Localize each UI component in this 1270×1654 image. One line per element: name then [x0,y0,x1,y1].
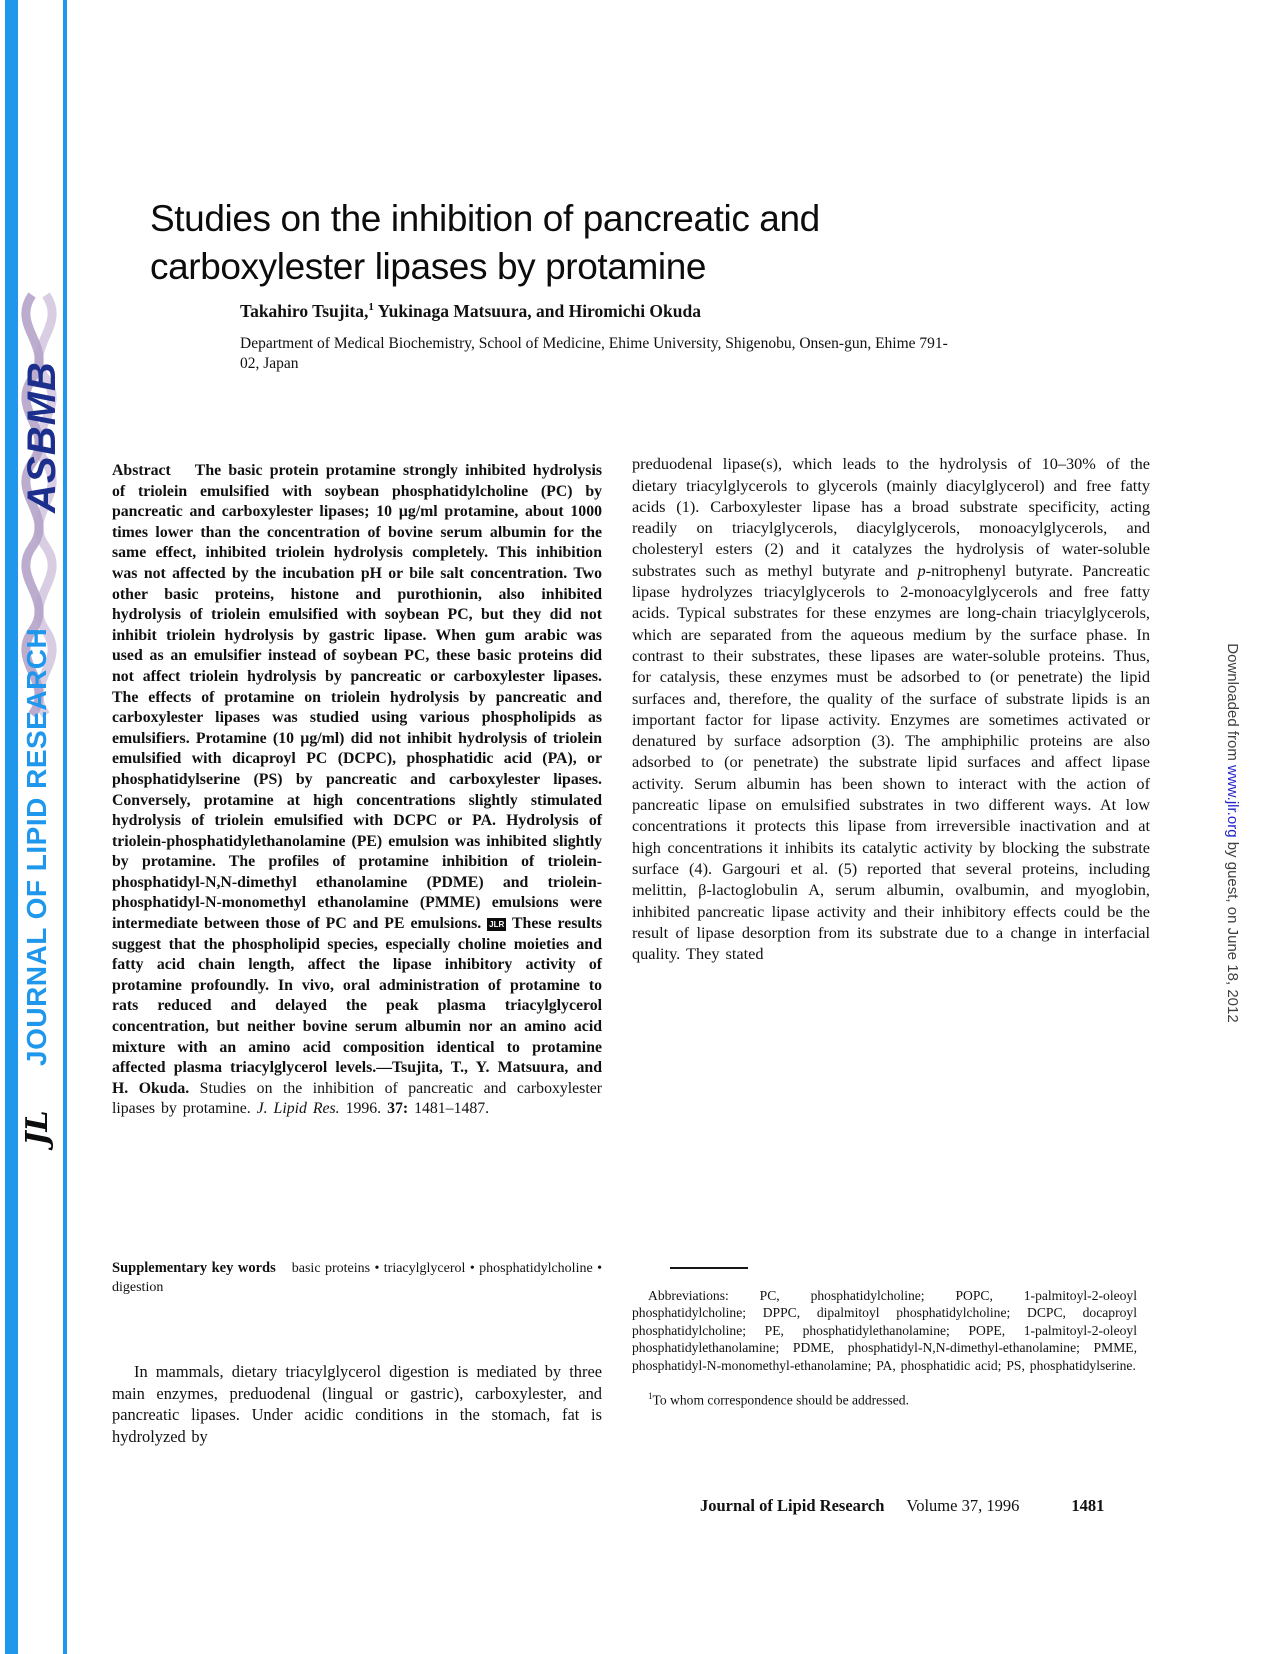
body-paragraph [632,453,1150,964]
citation-journal: J. Lipid Res. [256,1100,340,1118]
download-banner-post: by guest, on June 18, 2012 [1224,837,1241,1023]
body-text-1: preduodenal lipase(s), which leads to the hydrolysis of 10–30% of the dietary triacylglycerols to glycerols (mainly diacylglycerol) and free fatty acids (1). Carboxylester lipase has a broad substrate specificity, acting readily on triacylglycerols, diacylglycerols, monoacylglycerols, and cholesteryl esters (2) and it catalyzes the hydrolysis of water-soluble substrates such as methyl butyrate and [632,454,1150,580]
article-title: Studies on the inhibition of pancreatic and carboxylester lipases by protamine [150,197,820,287]
download-banner-pre: Downloaded from [1224,643,1241,766]
page-footer [700,1496,1104,1516]
footnote-block [632,1267,1137,1422]
citation-authors: Tsujita, T., Y. Matsuura, and H. Okuda. [112,1059,602,1097]
citation-pages: 1481–1487. [408,1100,490,1118]
correspondence-footnote [632,1388,1137,1409]
keywords-label: Supplementary key words [112,1260,276,1276]
journal-vertical-wordmark: JOURNAL OF LIPID RESEARCH [21,627,52,1066]
body-italic-p: p [917,560,926,580]
jlr-org-link[interactable]: www.jlr.org [1224,765,1241,838]
supplementary-keywords [112,1259,602,1297]
intro-paragraph: In mammals, dietary triacylglycerol digestion is mediated by three main enzymes, preduodenal (lingual or gastric), carboxylester, and pancreatic lipases. Under acidic conditions in the stomach, fat is hydrolyzed by [112,1362,602,1446]
footer-journal-name: Journal of Lipid Research [700,1496,885,1515]
right-column [632,437,1150,1497]
download-banner [1219,613,1241,1053]
correspondence-text: To whom correspondence should be addressed. [652,1392,910,1408]
affiliation: Department of Medical Biochemistry, School of Medicine, Ehime University, Shigenobu, Onsen-gun, Ehime 791-02, Japan [240,335,948,372]
masthead-stripe [5,0,18,1654]
citation-year: 1996. [339,1100,388,1118]
author-footnote-marker: 1 [368,301,374,314]
left-column [112,437,602,1497]
footer-page-number: 1481 [1071,1496,1105,1515]
citation-volume: 37: [387,1100,409,1118]
author-names-rest: Yukinaga Matsuura, and Hiromichi Okuda [373,301,701,321]
asbmb-wordmark: ASBMB [20,361,64,513]
body-columns [112,437,1150,1497]
footnote-divider [670,1267,748,1269]
masthead-rule [63,0,67,1654]
author-name-first: Takahiro Tsujita, [240,301,369,321]
abstract-paragraph [112,461,602,1120]
abstract-text-2: These results suggest that the phospholipid species, especially choline moieties and fatty acid chain length, affect the lipase inhibitory activity of protamine profoundly. In vivo, oral administration of protamine to rats reduced and delayed the peak plasma triacylglycerol concentration, but neither bovine serum albumin nor an amino acid mixture with an amino acid composition identical to protamine affected plasma triacylglycerol levels.— [112,915,602,1077]
footer-volume: Volume 37, 1996 [906,1496,1020,1515]
keywords-text: basic proteins • triacylglycerol • phosphatidylcholine • digestion [112,1261,602,1295]
correspondence-marker: 1 [648,1390,653,1401]
abbreviations-footnote: Abbreviations: PC, phosphatidylcholine; POPC, 1-palmitoyl-2-oleoyl phosphatidylcholine; DPPC, dipalmitoyl phosphatidylcholine; DCPC, docaproyl phosphatidylcholine; PE, phosphatidylethanolamine; POPE, 1-palmitoyl-2-oleoyl phosphatidylethanolamine; PDME, phosphatidyl-N,N-dimethyl-ethanolamine; PMME, phosphatidyl-N-monomethyl-ethanolamine; PA, phosphatidic acid; PS, phosphatidylserine. [632,1288,1137,1373]
abstract-text-1: The basic protein protamine strongly inhibited hydrolysis of triolein emulsified with soybean phosphatidylcholine (PC) by pancreatic and carboxylester lipases; 10 µg/ml protamine, about 1000 times lower than the concentration of bovine serum albumin for the same effect, inhibited triolein hydrolysis completely. This inhibition was not affected by the incubation pH or bile salt concentration. Two other basic proteins, histone and purothionin, also inhibited hydrolysis of triolein emulsified with soybean PC, but they did not inhibit triolein hydrolysis by gastric lipase. When gum arabic was used as an emulsifier instead of soybean PC, these basic proteins did not affect triolein hydrolysis by pancreatic or carboxylester lipases. The effects of protamine on triolein hydrolysis by pancreatic and carboxylester lipases was studied using various phospholipids as emulsifiers. Protamine (10 µg/ml) did not inhibit hydrolysis of triolein emulsified with dicaproyl PC (DCPC), phosphatidic acid (PA), or phosphatidylserine (PS) by pancreatic and carboxylester lipases. Conversely, protamine at high concentrations slightly stimulated hydrolysis of triolein emulsified with DCPC or PA. Hydrolysis of triolein-phosphatidylethanolamine (PE) emulsion was inhibited slightly by protamine. The profiles of protamine inhibition of triolein-phosphatidyl-N,N-dimethyl ethanolamine (PDME) and triolein-phosphatidyl-N-monomethyl ethanolamine (PMME) emulsions were intermediate between those of PC and PE emulsions. [112,462,602,933]
jlr-monogram-icon: JL [20,1110,55,1146]
body-text-2: -nitrophenyl butyrate. Pancreatic lipase hydrolyzes triacylglycerols to 2-monoacylglycerols and free fatty acids. Typical substrates for these enzymes are long-chain triacylglycerols, which are separated from the aqueous medium by the surface phase. In contrast to their substrates, these lipases are water-soluble proteins. Thus, for catalysis, these enzymes must be adsorbed to (or penetrate) the lipid surfaces and, therefore, the quality of the surface of substrate lipids is an important factor for lipase activity. Enzymes are sometimes activated or denatured by surface adsorption (3). The amphiphilic proteins are also adsorbed to (or penetrate) the substrate lipid surfaces and affect lipase activity. Serum albumin has been shown to interact with the action of pancreatic lipase on emulsified substrates in two different ways. At low concentrations it protects this lipase from irreversible inactivation and at high concentrations it inhibits its catalytic activity by blocking the substrate surface (4). Gargouri et al. (5) reported that several proteins, including melittin, β-lactoglobulin A, serum albumin, ovalbumin, and myoglobin, inhibited pancreatic lipase activity and their inhibitory effects could be the result of lipase desorption from its substrate due to a change in interfacial quality. They stated [632,560,1150,964]
abstract-label: Abstract [112,462,171,479]
jlr-inline-icon: JLR [489,920,505,930]
author-line [240,301,1000,322]
citation-title: Studies on the inhibition of pancreatic and carboxylester lipases by protamine. [112,1079,602,1118]
